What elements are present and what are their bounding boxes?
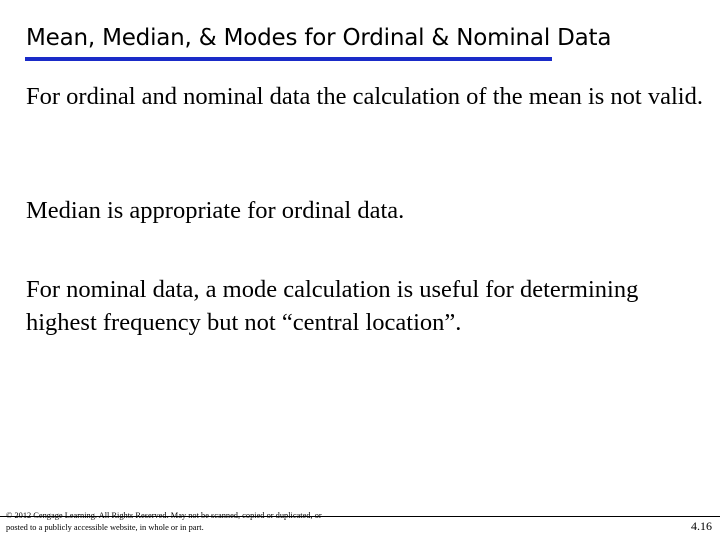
- paragraph-mode-nominal: For nominal data, a mode calculation is useful for determining highest frequency but not “central location”.: [26, 276, 639, 336]
- slide-number: 4.16: [691, 519, 712, 533]
- paragraph-median-ordinal: Median is appropriate for ordinal data.: [26, 197, 405, 224]
- title-underline: [25, 57, 552, 61]
- paragraph-mean-not-valid: For ordinal and nominal data the calculation of the mean is not valid.: [26, 83, 703, 110]
- slide-title: Mean, Median, & Modes for Ordinal & Nominal Data: [26, 25, 612, 51]
- copyright-notice: © 2012 Cengage Learning. All Rights Reserved. May not be scanned, copied or duplicated, or posted to a publicly accessible website, in whole or in part.: [6, 511, 322, 532]
